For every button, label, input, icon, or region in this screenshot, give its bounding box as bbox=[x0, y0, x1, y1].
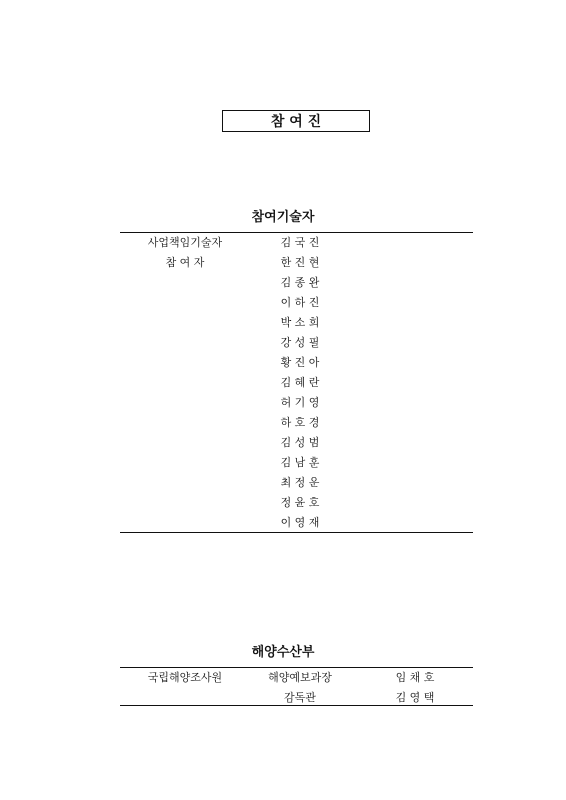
table-row-name: 허 기 영 bbox=[280, 396, 320, 409]
table-row-name: 김 남 훈 bbox=[280, 456, 320, 469]
table-row-name: 이 영 재 bbox=[280, 516, 320, 529]
table-row-name: 김 국 진 bbox=[280, 236, 320, 249]
table-row-name: 김 성 범 bbox=[280, 436, 320, 449]
section2-bottom-rule bbox=[120, 705, 473, 706]
table-row-name: 김 영 택 bbox=[395, 691, 435, 704]
section1-bottom-rule bbox=[120, 532, 473, 533]
table-row-name: 임 채 호 bbox=[395, 671, 435, 684]
table-row-name: 최 정 운 bbox=[280, 476, 320, 489]
table-row-name: 강 성 필 bbox=[280, 336, 320, 349]
table-row-name: 김 혜 란 bbox=[280, 376, 320, 389]
table-row-name: 한 진 현 bbox=[280, 256, 320, 269]
table-row-position: 해양예보과장 bbox=[268, 671, 332, 684]
section-heading-ministry: 해양수산부 bbox=[251, 645, 315, 660]
section2-top-rule bbox=[120, 667, 473, 668]
table-row-name: 이 하 진 bbox=[280, 296, 320, 309]
table-row-name: 하 호 경 bbox=[280, 416, 320, 429]
table-row-org: 국립해양조사원 bbox=[147, 671, 223, 684]
page-title: 참 여 진 bbox=[222, 110, 370, 132]
table-row-name: 박 소 희 bbox=[280, 316, 320, 329]
table-row-name: 정 윤 호 bbox=[280, 496, 320, 509]
table-row-role: 참 여 자 bbox=[165, 256, 205, 269]
table-row-name: 황 진 아 bbox=[280, 356, 320, 369]
table-row-name: 김 종 완 bbox=[280, 276, 320, 289]
section-heading-participating-engineers: 참여기술자 bbox=[251, 210, 315, 225]
table-row-position: 감독관 bbox=[284, 691, 316, 704]
section1-top-rule bbox=[120, 232, 473, 233]
table-row-role: 사업책임기술자 bbox=[147, 236, 223, 249]
